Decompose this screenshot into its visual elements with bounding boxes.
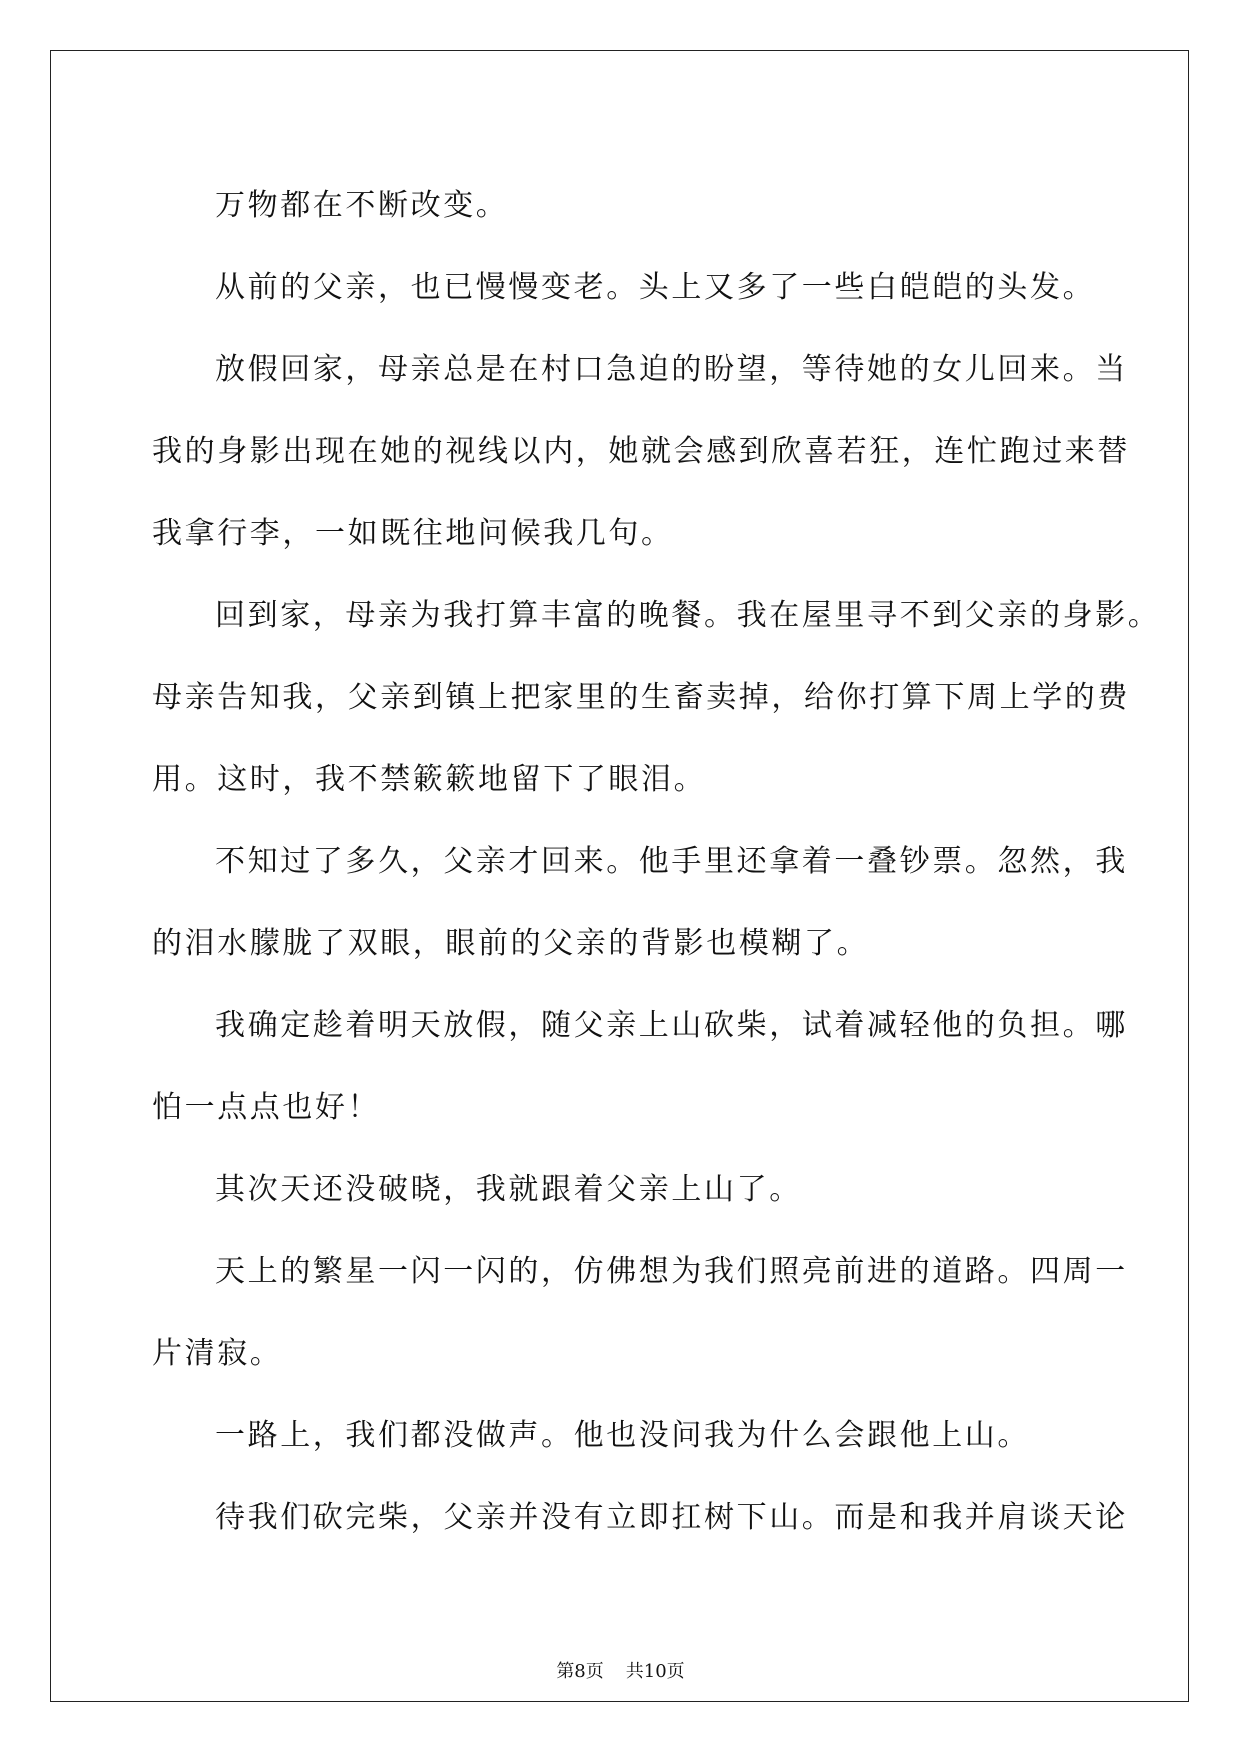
text-line: 回到家，母亲为我打算丰富的晚餐。我在屋里寻不到父亲的身影。: [215, 598, 1161, 633]
paragraph: [152, 165, 1102, 247]
text-line: 待我们砍完柴，父亲并没有立即扛树下山。而是和我并肩谈天论: [215, 1500, 1128, 1535]
page-number: 第8页: [556, 1661, 604, 1682]
paragraph: [152, 247, 1102, 329]
document-body: [152, 165, 1161, 1559]
paragraph: [152, 1231, 1128, 1395]
text-line: 天上的繁星一闪一闪的，仿佛想为我们照亮前进的道路。四周一: [215, 1254, 1128, 1289]
paragraph: [152, 821, 1128, 985]
paragraph: [152, 1395, 1102, 1477]
text-line: 不知过了多久，父亲才回来。他手里还拿着一叠钞票。忽然，我: [215, 844, 1128, 879]
text-line: 用。这时，我不禁簌簌地留下了眼泪。: [152, 762, 707, 797]
text-line: 母亲告知我，父亲到镇上把家里的生畜卖掉，给你打算下周上学的费: [152, 680, 1130, 715]
text-line: 其次天还没破晓，我就跟着父亲上山了。: [215, 1172, 802, 1207]
text-line: 片清寂。: [152, 1336, 283, 1371]
paragraph: [152, 1477, 1128, 1559]
paragraph: [152, 1149, 1102, 1231]
text-line: 万物都在不断改变。: [215, 188, 509, 223]
text-line: 我拿行李，一如既往地问候我几句。: [152, 516, 674, 551]
paragraph: [152, 329, 1130, 575]
text-line: 的泪水朦胧了双眼，眼前的父亲的背影也模糊了。: [152, 926, 870, 961]
paragraph: [152, 985, 1128, 1149]
text-line: 放假回家，母亲总是在村口急迫的盼望，等待她的女儿回来。当: [215, 352, 1128, 387]
text-line: 怕一点点也好！: [152, 1090, 381, 1125]
paragraph: [152, 575, 1161, 821]
text-line: 我确定趁着明天放假，随父亲上山砍柴，试着减轻他的负担。哪: [215, 1008, 1128, 1043]
text-line: 我的身影出现在她的视线以内，她就会感到欣喜若狂，连忙跑过来替: [152, 434, 1130, 469]
text-line: 从前的父亲，也已慢慢变老。头上又多了一些白皑皑的头发。: [215, 270, 1096, 305]
text-line: 一路上，我们都没做声。他也没问我为什么会跟他上山。: [215, 1418, 1030, 1453]
page-footer: [0, 1657, 1241, 1683]
page-total: 共10页: [625, 1661, 685, 1682]
